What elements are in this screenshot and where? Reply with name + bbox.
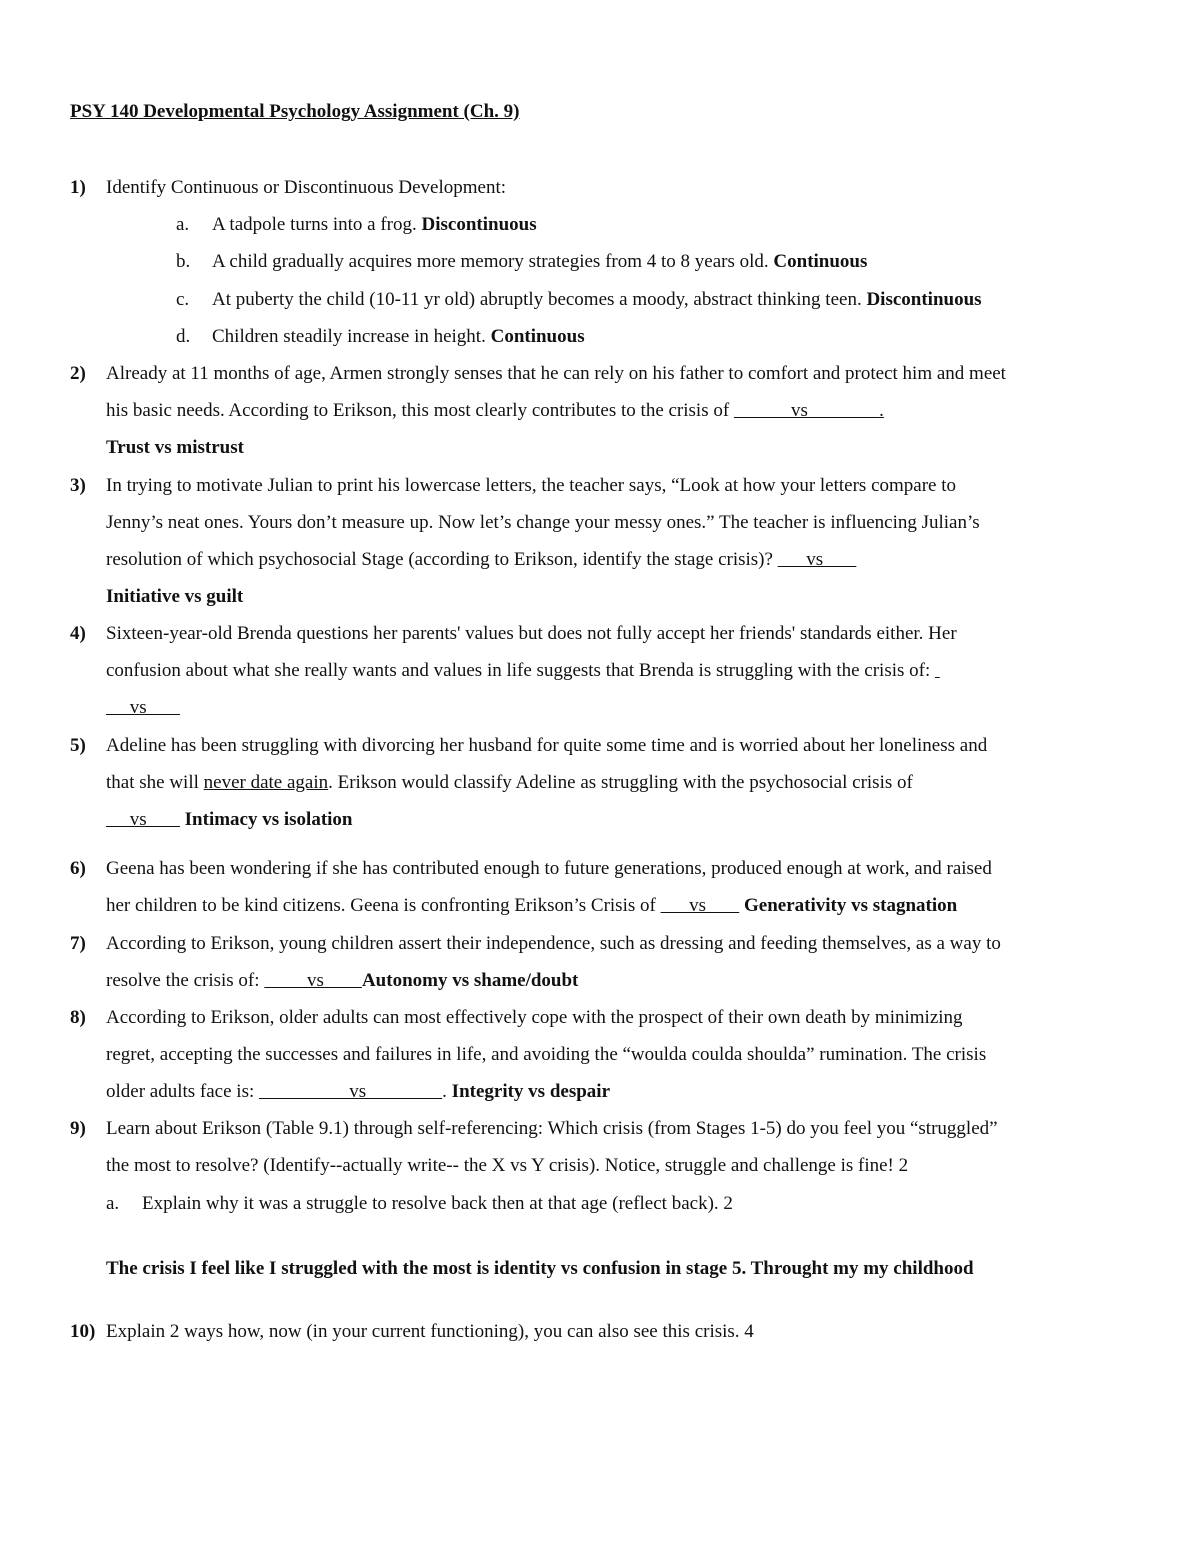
q1-item-letter: a. — [176, 214, 190, 235]
q5-line-2-pre: that she will — [106, 772, 199, 793]
q8-answer: Integrity vs despair — [451, 1081, 610, 1102]
q1-item-answer: Discontinuous — [866, 289, 982, 310]
q1-item-answer: Continuous — [490, 326, 585, 347]
q2-end: . — [879, 400, 884, 421]
q10-number: 10) — [70, 1321, 96, 1342]
q1-item-a — [212, 213, 537, 237]
q4-line-2 — [106, 659, 940, 683]
q5-number: 5) — [70, 735, 86, 756]
q5-line-3 — [106, 808, 353, 832]
q7-answer: Autonomy vs shame/doubt — [361, 970, 579, 991]
q1-number: 1) — [70, 177, 86, 198]
q9-line-2: the most to resolve? (Identify--actually write-- the X vs Y crisis). Notice, struggle and challenge is fine! 2 — [106, 1155, 909, 1176]
q9-answer: The crisis I feel like I struggled with the most is identity vs confusion in stage 5. Throught my my childhood — [106, 1258, 974, 1279]
q8-line-3-text: older adults face is: — [106, 1081, 255, 1102]
q3-line-3-text: resolution of which psychosocial Stage (according to Erikson, identify the stage crisis)? — [106, 549, 773, 570]
q7-line-2-text: resolve the crisis of: — [106, 970, 260, 991]
q1-item-letter: c. — [176, 289, 190, 310]
q5-line-2 — [106, 771, 913, 795]
q6-line-2 — [106, 894, 957, 918]
q8-line-3 — [106, 1080, 610, 1104]
q5-underlined-phrase: never date again — [203, 772, 329, 793]
q5-answer-blank: vs — [106, 809, 180, 830]
q6-answer: Generativity vs stagnation — [743, 895, 958, 916]
q1-item-answer: Discontinuous — [421, 214, 537, 235]
q1-item-answer: Continuous — [773, 251, 868, 272]
q8-answer-blank: vs — [259, 1081, 443, 1102]
q1-item-text: A tadpole turns into a frog. — [212, 214, 417, 235]
q1-item-text: A child gradually acquires more memory strategies from 4 to 8 years old. — [212, 251, 769, 272]
q7-answer-blank: vs — [264, 970, 362, 991]
q1-item-text: Children steadily increase in height. — [212, 326, 486, 347]
q9-sub-letter: a. — [106, 1193, 120, 1214]
q9-sub-text: Explain why it was a struggle to resolve back then at that age (reflect back). 2 — [142, 1193, 733, 1214]
q6-line-1: Geena has been wondering if she has contributed enough to future generations, produced enough at work, and raised — [106, 858, 992, 879]
q5-answer: Intimacy vs isolation — [184, 809, 353, 830]
q8-number: 8) — [70, 1007, 86, 1028]
q3-answer: Initiative vs guilt — [106, 586, 244, 607]
q4-number: 4) — [70, 623, 86, 644]
q2-line-1: Already at 11 months of age, Armen strongly senses that he can rely on his father to comfort and protect him and meet — [106, 363, 1006, 384]
q6-number: 6) — [70, 858, 86, 879]
q5-line-1: Adeline has been struggling with divorcing her husband for quite some time and is worried about her loneliness and — [106, 735, 988, 756]
q1-item-letter: d. — [176, 326, 191, 347]
q1-item-d — [212, 325, 585, 349]
q4-answer-blank: vs — [106, 697, 180, 718]
q1-item-text: At puberty the child (10-11 yr old) abruptly becomes a moody, abstract thinking teen. — [212, 289, 862, 310]
q3-answer-blank: vs — [777, 549, 857, 570]
q2-answer-blank: vs — [733, 400, 880, 421]
q2-line-2 — [106, 399, 884, 423]
q7-number: 7) — [70, 933, 86, 954]
q9-line-1: Learn about Erikson (Table 9.1) through self-referencing: Which crisis (from Stages 1-5) do you feel you “struggled” — [106, 1118, 998, 1139]
q7-line-1: According to Erikson, young children assert their independence, such as dressing and feeding themselves, as a way to — [106, 933, 1001, 954]
q4-blank-start — [935, 660, 940, 681]
page-title: PSY 140 Developmental Psychology Assignment (Ch. 9) — [70, 101, 520, 122]
q3-number: 3) — [70, 475, 86, 496]
q4-line-3 — [106, 696, 180, 720]
q4-line-1: Sixteen-year-old Brenda questions her parents' values but does not fully accept her friends' standards either. Her — [106, 623, 957, 644]
q3-line-1: In trying to motivate Julian to print his lowercase letters, the teacher says, “Look at how your letters compare to — [106, 475, 956, 496]
q3-line-3 — [106, 548, 856, 572]
q2-number: 2) — [70, 363, 86, 384]
q2-answer: Trust vs mistrust — [106, 437, 244, 458]
q7-line-2 — [106, 969, 578, 993]
q2-line-2-text: his basic needs. According to Erikson, this most clearly contributes to the crisis of — [106, 400, 730, 421]
q10-text: Explain 2 ways how, now (in your current functioning), you can also see this crisis. 4 — [106, 1321, 754, 1342]
q8-line-2: regret, accepting the successes and failures in life, and avoiding the “woulda coulda shoulda” rumination. The crisis — [106, 1044, 987, 1065]
q8-end: . — [442, 1081, 447, 1102]
q4-line-2-text: confusion about what she really wants and values in life suggests that Brenda is struggling with the crisis of: — [106, 660, 931, 681]
q1-item-c — [212, 288, 982, 312]
q3-line-2: Jenny’s neat ones. Yours don’t measure up. Now let’s change your messy ones.” The teacher is influencing Julian’s — [106, 512, 980, 533]
q9-number: 9) — [70, 1118, 86, 1139]
q1-text: Identify Continuous or Discontinuous Development: — [106, 177, 507, 198]
q1-item-letter: b. — [176, 251, 191, 272]
q5-line-2-post: . Erikson would classify Adeline as struggling with the psychosocial crisis of — [328, 772, 913, 793]
q8-line-1: According to Erikson, older adults can most effectively cope with the prospect of their own death by minimizing — [106, 1007, 963, 1028]
q6-line-2-text: her children to be kind citizens. Geena is confronting Erikson’s Crisis of — [106, 895, 656, 916]
q1-item-b — [212, 250, 867, 274]
q6-answer-blank: vs — [660, 895, 740, 916]
